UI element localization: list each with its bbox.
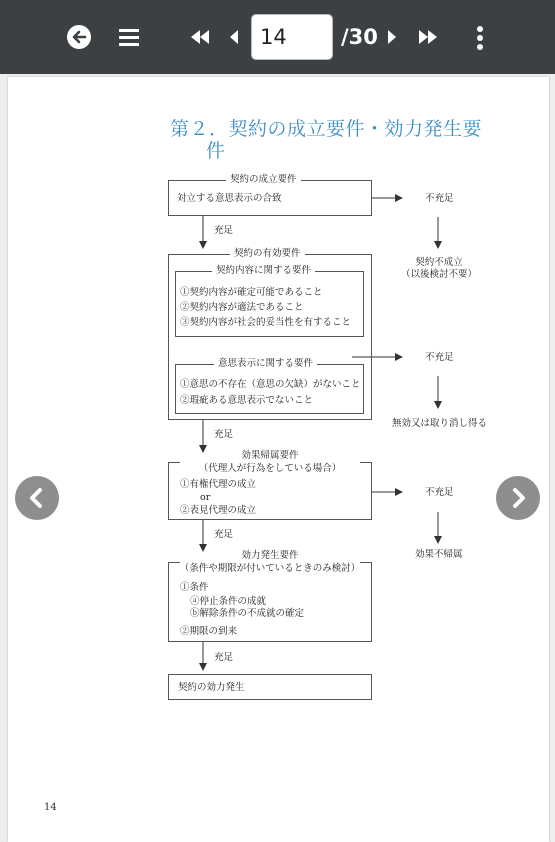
title-line-1: 第２．契約の成立要件・効力発生要 <box>170 118 483 140</box>
page-total: /30 <box>341 25 378 49</box>
content-item-2: ②契約内容が適法であること <box>180 302 304 313</box>
chevron-left-icon <box>26 487 48 509</box>
previous-page-arrow[interactable] <box>15 476 59 520</box>
result-1 <box>396 257 482 281</box>
result-2: 無効又は取り消し得る <box>392 418 488 429</box>
attribution-caption: 効果帰属要件 <box>241 450 299 461</box>
not-met-label-3: 不充足 <box>425 487 454 498</box>
final-label: 契約の効力発生 <box>178 682 245 693</box>
met-label-4: 充足 <box>214 652 234 663</box>
attribution-or: or <box>200 492 211 503</box>
chevron-right-icon <box>507 487 529 509</box>
effect-item-1: ①条件 <box>180 582 209 593</box>
attribution-item-2: ②表見代理の成立 <box>180 505 257 516</box>
effect-item-1b: ⓑ解除条件の不成就の確定 <box>190 608 305 619</box>
attribution-sub: （代理人が行為をしている場合） <box>198 463 342 474</box>
result-3: 効果不帰属 <box>415 549 463 560</box>
met-label-2: 充足 <box>214 429 234 440</box>
will-item-2: ②瑕疵ある意思表示でないこと <box>180 395 314 406</box>
effect-item-2: ②期限の到来 <box>180 626 238 637</box>
content-item-1: ①契約内容が確定可能であること <box>180 287 323 298</box>
effect-item-1a: ⓐ停止条件の成就 <box>190 596 267 607</box>
effect-caption: 効力発生要件 <box>241 550 299 561</box>
result-1-line-1: 契約不成立 <box>415 257 463 268</box>
formation-caption: 契約の成立要件 <box>226 174 301 186</box>
formation-body: 対立する意思表示の合致 <box>177 193 282 204</box>
page-number: 14 <box>44 802 57 813</box>
validity-caption: 契約の有効要件 <box>230 248 305 260</box>
will-caption: 意思表示に関する要件 <box>214 358 317 370</box>
content-caption: 契約内容に関する要件 <box>212 265 315 277</box>
content-item-3: ③契約内容が社会的妥当性を有すること <box>180 317 352 328</box>
met-label-1: 充足 <box>214 225 234 236</box>
will-item-1: ①意思の不存在（意思の欠缺）がないこと <box>180 379 361 390</box>
result-1-line-2: （以後検討不要） <box>400 269 477 280</box>
not-met-label-1: 不充足 <box>425 193 454 204</box>
met-label-3: 充足 <box>214 529 234 540</box>
next-page-arrow[interactable] <box>496 476 540 520</box>
title-line-2: 件 <box>206 140 226 162</box>
not-met-label-2: 不充足 <box>425 352 454 363</box>
attribution-item-1: ①有権代理の成立 <box>180 479 257 490</box>
effect-sub: （条件や期限が付いているときのみ検討） <box>179 563 361 574</box>
